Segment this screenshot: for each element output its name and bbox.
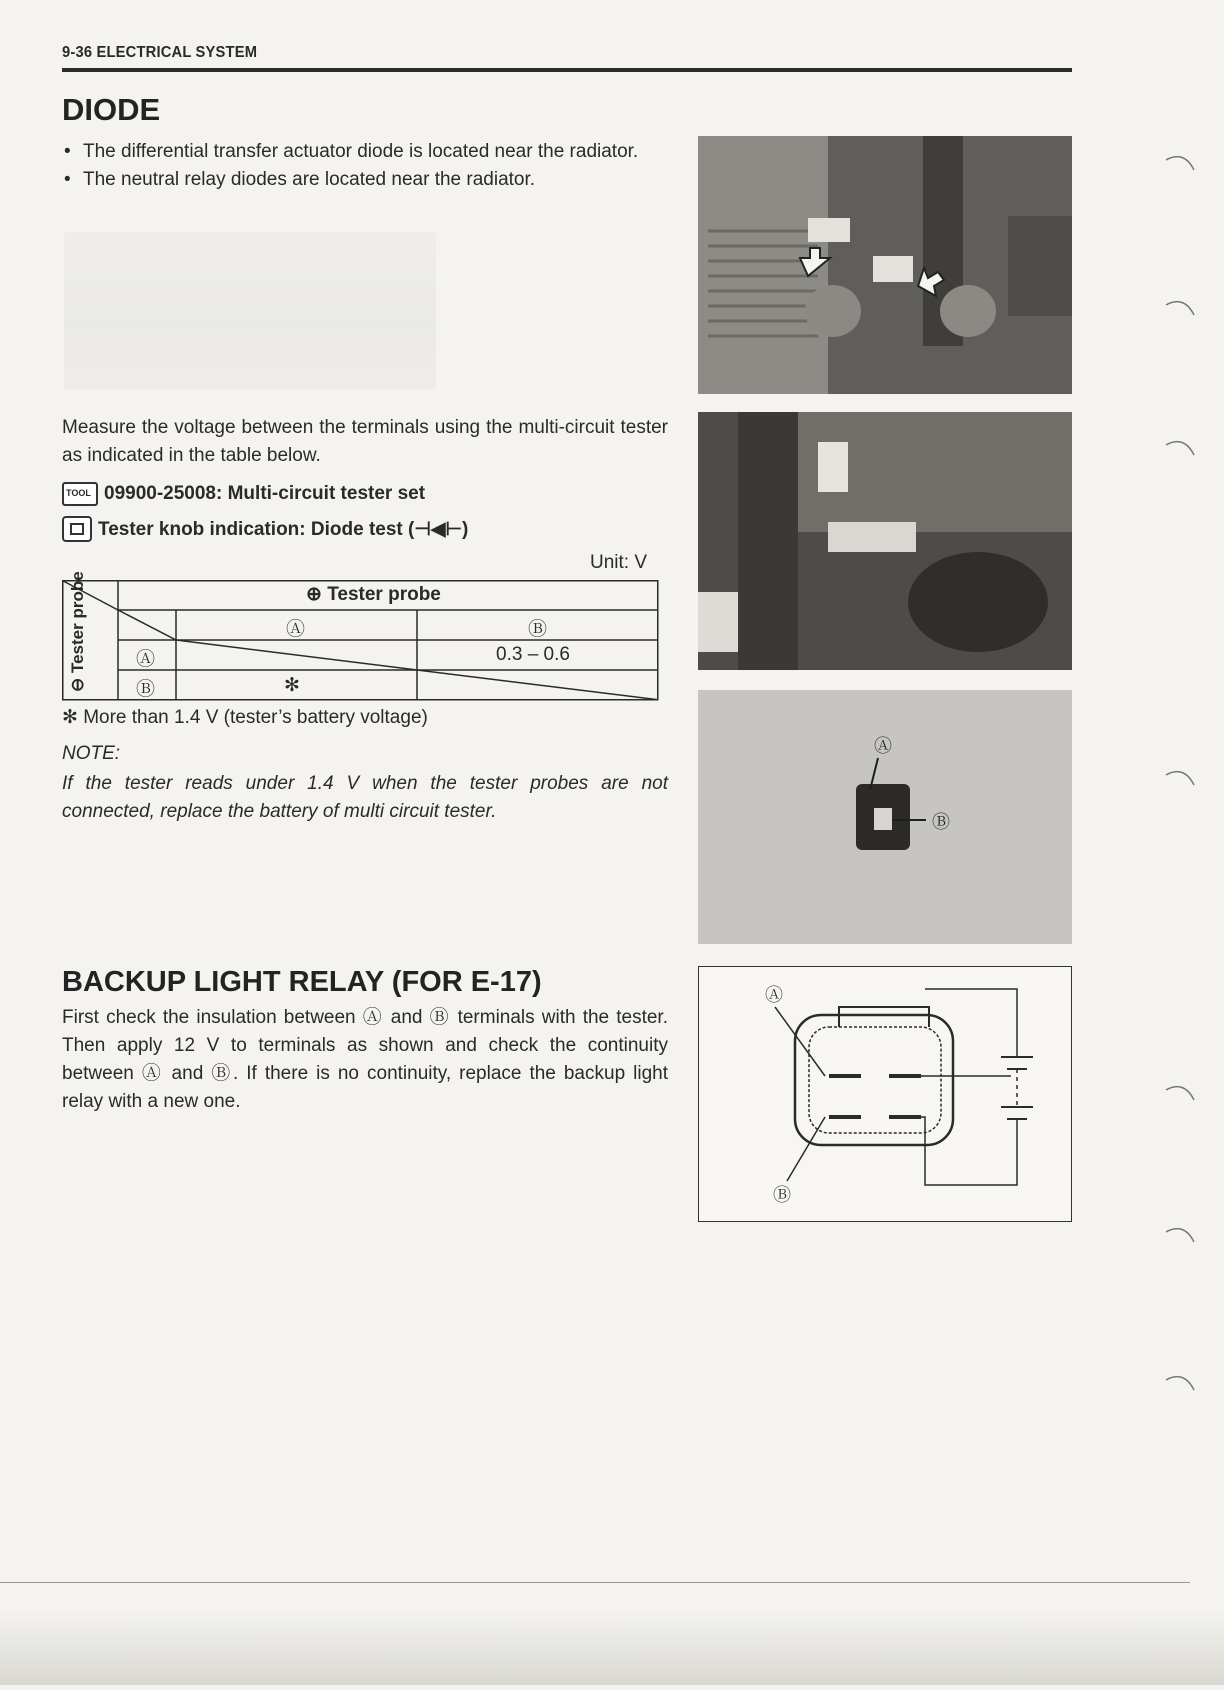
header-rule: [62, 68, 1072, 72]
backup-relay-diagram: [698, 966, 1072, 1222]
scan-edge-marks: [1154, 0, 1224, 1685]
minus-probe-header: [68, 571, 88, 692]
plus-probe-header: ⊕ Tester probe: [306, 584, 441, 605]
photo-label-a: Ⓐ: [874, 736, 892, 756]
bullet-dot: •: [64, 169, 71, 190]
tester-knob-text: Tester knob indication: Diode test (⊣◀⊢): [98, 518, 469, 540]
column-header-a: Ⓐ: [286, 619, 306, 640]
diode-title: DIODE: [62, 92, 161, 127]
bullet-item: [62, 138, 668, 166]
backup-relay-title: BACKUP LIGHT RELAY (FOR E-17): [62, 966, 542, 998]
cell-b-to-a: ✻: [284, 675, 300, 696]
minus-probe-text: Tester probe: [68, 571, 87, 674]
table-footnote: ✻ More than 1.4 V (tester’s battery voltage): [62, 707, 428, 728]
page-header: 9-36 ELECTRICAL SYSTEM: [62, 44, 258, 61]
unit-label: Unit: V: [590, 552, 648, 573]
minus-probe-symbol: ⊖: [68, 677, 87, 692]
row-header-a: Ⓐ: [136, 649, 156, 670]
neutral-relay-diode-photo: [698, 412, 1072, 670]
diode-test-table: [62, 571, 658, 700]
tester-knob-icon: [62, 516, 92, 542]
cell-a-to-b: 0.3 – 0.6: [496, 644, 570, 665]
bullet-text: The differential transfer actuator diode is located near the radiator.: [83, 141, 639, 162]
diode-terminal-photo: [698, 690, 1072, 944]
faded-background-image: [64, 232, 436, 390]
measure-instructions: Measure the voltage between the terminals using the multi-circuit tester as indicated in the table below.: [62, 417, 668, 466]
bullet-text: The neutral relay diodes are located near the radiator.: [83, 169, 536, 190]
bottom-scan-shadow: [0, 1610, 1224, 1685]
backup-relay-instructions: First check the insulation between Ⓐ and Ⓑ terminals with the tester. Then apply 12 V to terminals as shown and check the continuity between Ⓐ and Ⓑ. If there is no continuity, replace the backup light relay with a new one.: [62, 1007, 668, 1112]
special-tool-text: 09900-25008: Multi-circuit tester set: [104, 483, 426, 504]
bottom-scan-line: [0, 1582, 1190, 1583]
special-tool-line: [62, 482, 425, 506]
column-header-b: Ⓑ: [528, 619, 548, 640]
bullet-item: [62, 166, 668, 194]
diode-bullet-list: [62, 138, 668, 194]
bullet-dot: •: [64, 141, 71, 162]
tool-icon: [62, 482, 98, 506]
row-header-b: Ⓑ: [136, 679, 156, 700]
note-text: If the tester reads under 1.4 V when the tester probes are not connected, replace the battery of multi circuit tester.: [62, 773, 668, 822]
note-label: NOTE:: [62, 743, 121, 764]
radiator-diode-photo: [698, 136, 1072, 394]
diagram-label-b: Ⓑ: [773, 1185, 791, 1205]
diagram-label-a: Ⓐ: [765, 985, 783, 1005]
photo-label-b: Ⓑ: [932, 812, 950, 832]
tester-knob-line: [62, 516, 468, 542]
